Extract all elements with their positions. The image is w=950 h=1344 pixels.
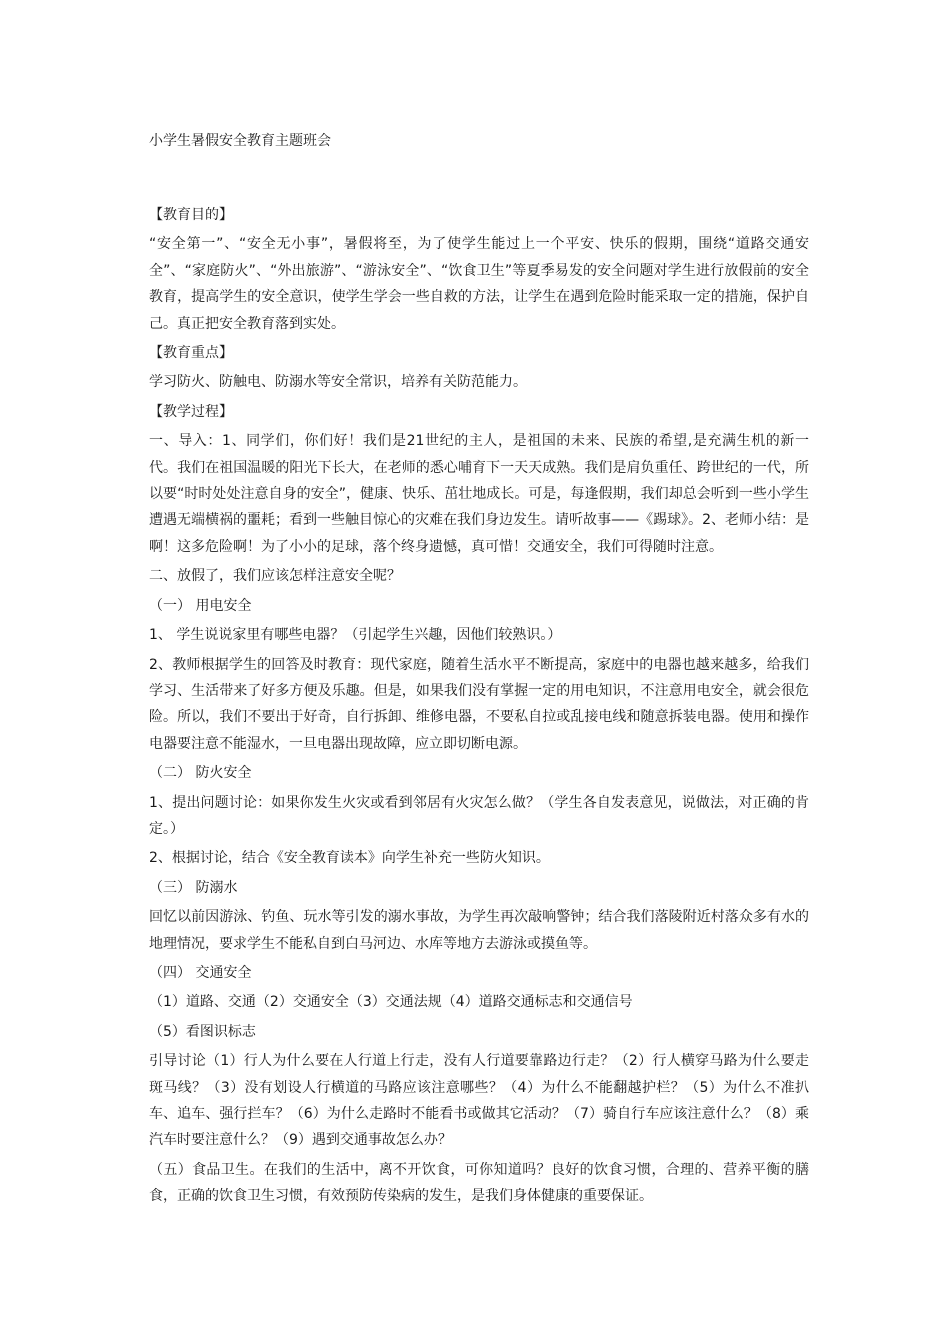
fire-item-2: 2、根据讨论，结合《安全教育读本》向学生补充一些防火知识。 <box>149 850 550 867</box>
section-heading-purpose: 【教育目的】 <box>149 207 233 223</box>
purpose-paragraph: “安全第一”、“安全无小事”，暑假将至，为了使学生能过上一个平安、快乐的假期，围绕“道路交通安全”、“家庭防火”、“外出旅游”、“游泳安全”、“饮食卫生”等夏季易发的安全问题对学生进行放假前的安全教育，提高学生的安全意识，使学生学会一些自救的方法，让学生在遇到危险时能采取一定的措施，保护自己。真正把安全教育落到实处。 <box>149 236 809 332</box>
section-heading-process: 【教学过程】 <box>149 403 233 420</box>
document-body <box>149 128 809 1213</box>
intro-paragraph: 一、导入：1、同学们，你们好！我们是21世纪的主人，是祖国的未来、民族的希望,是充满生机的新一代。我们在祖国温暖的阳光下长大，在老师的悉心哺育下一天天成熟。我们是肩负重任、跨世纪的一代，所以要“时时处处注意自身的安全”，健康、快乐、茁壮地成长。可是，每逢假期，我们却总会听到一些小学生遭遇无端横祸的噩耗；看到一些触目惊心的灾难在我们身边发生。请听故事——《踢球》。2、老师小结：是啊！这多危险啊！为了小小的足球，落个终身遗憾，真可惜！交通安全，我们可得随时注意。 <box>149 433 809 555</box>
electricity-item-1: 1、 学生说说家里有哪些电器？（引起学生兴趣，因他们较熟识。） <box>149 627 562 644</box>
subheading-electricity: （一） 用电安全 <box>149 597 252 614</box>
traffic-discussion: 引导讨论（1）行人为什么要在人行道上行走，没有人行道要靠路边行走？（2）行人横穿马路为什么要走斑马线？（3）没有划设人行横道的马路应该注意哪些？（4）为什么不能翻越护栏？（5）为什么不准扒车、追车、强行拦车？（6）为什么走路时不能看书或做其它活动？（7）骑自行车应该注意什么？（8）乘汽车时要注意什么？（9）遇到交通事故怎么办？ <box>149 1053 809 1149</box>
subheading-drowning: （三） 防溺水 <box>149 879 238 896</box>
focus-paragraph: 学习防火、防触电、防溺水等安全常识，培养有关防范能力。 <box>149 374 527 391</box>
electricity-item-2: 2、教师根据学生的回答及时教育：现代家庭，随着生活水平不断提高，家庭中的电器也越来越多，给我们学习、生活带来了好多方便及乐趣。但是，如果我们没有掌握一定的用电知识，不注意用电安全，就会很危险。所以，我们不要出于好奇，自行拆卸、维修电器，不要私自拉或乱接电线和随意拆装电器。使用和操作电器要注意不能湿水，一旦电器出现故障，应立即切断电源。 <box>149 656 809 752</box>
drowning-paragraph: 回忆以前因游泳、钓鱼、玩水等引发的溺水事故，为学生再次敲响警钟；结合我们落陵附近村落众多有水的地理情况，要求学生不能私自到白马河边、水库等地方去游泳或摸鱼等。 <box>149 909 809 952</box>
traffic-signs: （5）看图识标志 <box>149 1023 256 1040</box>
part-two-heading: 二、放假了，我们应该怎样注意安全呢？ <box>149 568 401 585</box>
subheading-traffic: （四） 交通安全 <box>149 964 252 981</box>
food-hygiene-paragraph: （五）食品卫生。在我们的生活中，离不开饮食，可你知道吗？良好的饮食习惯，合理的、营养平衡的膳食，正确的饮食卫生习惯，有效预防传染病的发生，是我们身体健康的重要保证。 <box>149 1161 809 1205</box>
traffic-topics: （1）道路、交通（2）交通安全（3）交通法规（4）道路交通标志和交通信号 <box>149 994 633 1011</box>
section-heading-focus: 【教育重点】 <box>149 345 233 362</box>
document-title: 小学生暑假安全教育主题班会 <box>149 133 331 149</box>
fire-item-1: 1、提出问题讨论：如果你发生火灾或看到邻居有火灾怎么做？（学生各自发表意见，说做法，对正确的肯定。） <box>149 794 809 837</box>
subheading-fire: （二） 防火安全 <box>149 765 252 782</box>
